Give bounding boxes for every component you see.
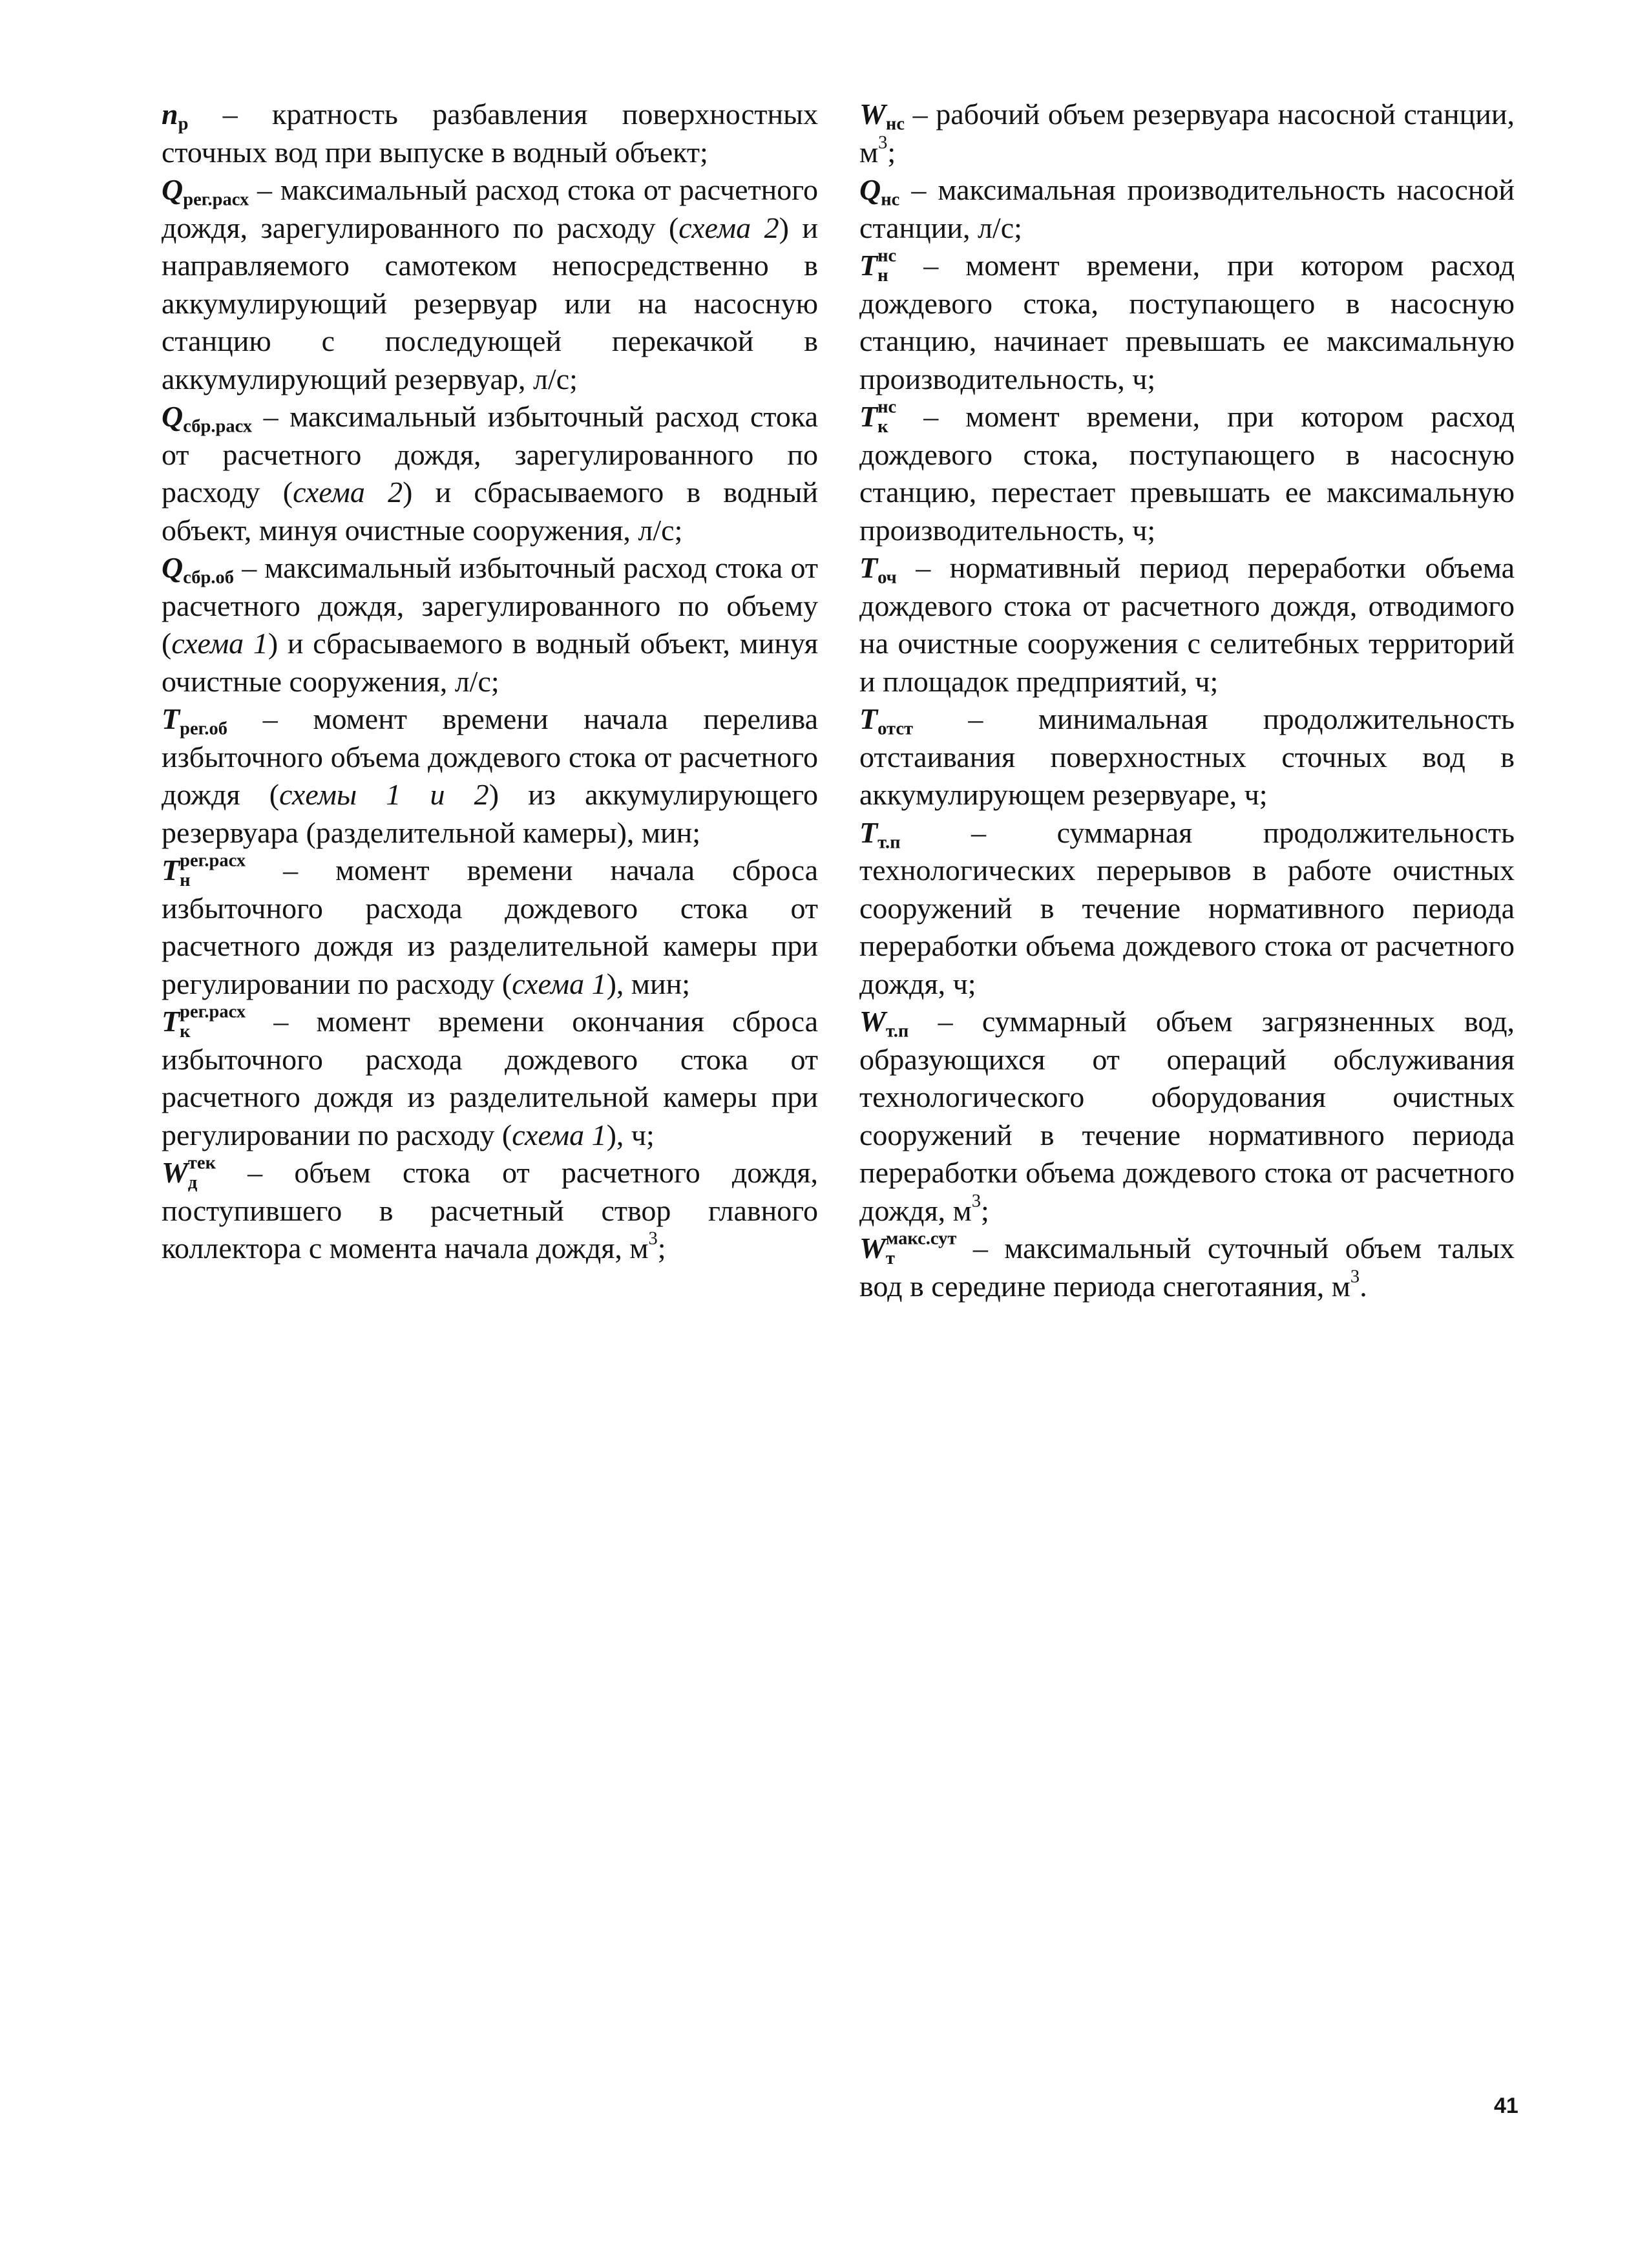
symbol <box>859 246 897 286</box>
definition-text: максимальный суточный объем талых вод в середине периода снеготаяния, м <box>859 1232 1515 1303</box>
definition-text: момент времени, при котором расход дождевого стока, поступающего в насосную станцию, перестает превышать ее максимальную производительность, ч; <box>859 400 1515 547</box>
symbol-letter: W <box>162 1156 188 1189</box>
definition-text: ) и сбрасываемого в водный объект, минуя очистные сооружения, л/с; <box>162 476 819 547</box>
definition-entry <box>859 398 1515 549</box>
definition-entry <box>162 1154 818 1268</box>
symbol-superscript: макс.сут <box>885 1228 957 1249</box>
symbol-letter: W <box>859 98 886 131</box>
definition-entry <box>859 96 1515 171</box>
scheme-reference: схема 2 <box>678 211 779 244</box>
definition-dash: – <box>913 702 1038 735</box>
definition-dash: – <box>899 173 938 206</box>
symbol-superscript: тек <box>187 1153 216 1173</box>
symbol-subscript: к <box>180 1021 191 1042</box>
left-column <box>162 96 818 1268</box>
definition-text: ) и направляемого самотеком непосредственно в аккумулирующий резервуар или на насосную станцию с последующей перекачкой в аккумулирующий резервуар, л/с; <box>162 211 818 395</box>
unit-exponent: 3 <box>878 132 888 153</box>
definition-text: кратность разбавления поверхностных сточных вод при выпуске в водный объект; <box>162 98 818 169</box>
symbol-letter: T <box>859 249 878 282</box>
definition-text: максимальный избыточный расход стока от расчетного дождя, зарегулированного по объему ( <box>162 551 818 660</box>
definition-entry <box>859 814 1515 1003</box>
symbol <box>859 1005 909 1042</box>
scheme-reference: схемы 1 и 2 <box>279 778 489 811</box>
definition-entry <box>162 171 818 398</box>
definition-text: суммарный объем загрязненных вод, образующихся от операций обслуживания технологического оборудования очистных сооружений в течение нормативного периода переработки объема дождевого стока от расчетного дождя, м <box>859 1005 1515 1227</box>
symbol <box>162 1002 246 1042</box>
symbol <box>162 702 228 739</box>
definition-entry <box>162 96 818 171</box>
symbol-subscript: сбр.об <box>183 567 235 588</box>
definition-entry <box>162 398 818 549</box>
symbol-superscript: рег.расх <box>180 1002 246 1022</box>
definition-dash: – <box>188 98 272 131</box>
symbol <box>859 98 905 134</box>
symbol-subscript: д <box>187 1172 198 1193</box>
symbol-letter: Q <box>162 400 184 433</box>
symbol-letter: n <box>162 98 178 131</box>
definition-text: момент времени, при котором расход дождевого стока, поступающего в насосную станцию, начинает превышать ее максимальную производительность, ч; <box>859 249 1515 395</box>
symbol <box>859 397 897 437</box>
symbol-subscript: н <box>180 870 191 890</box>
definition-text: момент времени начала перелива избыточного объема дождевого стока от расчетного дождя ( <box>162 702 819 811</box>
definition-text: . <box>1360 1269 1367 1303</box>
symbol-subscript: нс <box>885 114 905 134</box>
symbol-letter: T <box>162 702 180 735</box>
symbol <box>162 551 235 588</box>
definition-text: объем стока от расчетного дождя, поступившего в расчетный створ главного коллектора с момента начала дождя, м <box>162 1156 818 1265</box>
symbol-letter: T <box>859 815 878 849</box>
definition-dash: – <box>227 702 313 735</box>
symbol-letter: W <box>859 1232 886 1265</box>
symbol-letter: T <box>162 854 180 887</box>
definition-dash: – <box>216 1156 295 1189</box>
scheme-reference: схема 1 <box>512 967 607 1000</box>
symbol <box>859 702 914 739</box>
symbol-subscript: р <box>178 114 189 134</box>
definition-entry <box>859 1003 1515 1230</box>
scheme-reference: схема 2 <box>293 476 403 509</box>
symbol-subscript: оч <box>877 567 897 588</box>
definition-text: максимальная производительность насосной станции, л/с; <box>859 173 1515 244</box>
symbol-letter: T <box>162 1005 180 1038</box>
symbol-subscript: т <box>885 1248 895 1268</box>
definition-text: ; <box>657 1232 666 1265</box>
unit-exponent: 3 <box>971 1191 981 1212</box>
definition-entry <box>162 852 818 1003</box>
definition-dash: – <box>252 400 290 433</box>
symbol-letter: W <box>859 1005 886 1038</box>
symbol-subscript: нс <box>881 189 900 210</box>
definition-dash: – <box>905 98 936 131</box>
definition-dash: – <box>956 1232 1005 1265</box>
page-number: 41 <box>1494 2094 1518 2118</box>
symbol-subscript: отст <box>877 719 914 739</box>
definition-entry <box>162 700 818 852</box>
definition-dash: – <box>896 249 966 282</box>
symbol <box>162 400 253 437</box>
definition-entry <box>162 549 818 700</box>
symbol-letter: T <box>859 551 878 584</box>
definition-entry <box>859 1230 1515 1305</box>
definition-text: максимальный расход стока от расчетного дождя, зарегулированного по расходу ( <box>162 173 818 244</box>
symbol-letter: T <box>859 702 878 735</box>
definition-text: нормативный период переработки объема дождевого стока от расчетного дождя, отводимого на очистные сооружения с селитебных территорий и площадок предприятий, ч; <box>859 551 1515 698</box>
symbol-superscript: рег.расх <box>180 850 246 871</box>
definition-text: ) из аккумулирующего резервуара (разделительной камеры), мин; <box>162 778 818 849</box>
symbol <box>162 1153 216 1193</box>
symbol <box>162 173 249 210</box>
definition-dash: – <box>896 400 966 433</box>
definition-dash: – <box>900 815 1057 849</box>
definition-text: суммарная продолжительность технологических перерывов в работе очистных сооружений в течение нормативного периода переработки объема дождевого стока от расчетного дождя, ч; <box>859 815 1515 1000</box>
symbol-subscript: сбр.расх <box>183 416 253 437</box>
symbol-superscript: нс <box>877 397 897 417</box>
symbol <box>859 1228 957 1268</box>
symbol <box>859 551 897 588</box>
symbol-subscript: к <box>877 416 888 437</box>
symbol-subscript: рег.расх <box>183 189 249 210</box>
scheme-reference: схема 1 <box>171 627 268 660</box>
symbol <box>162 98 189 134</box>
definition-entry <box>859 171 1515 247</box>
definition-text: момент времени начала сброса избыточного расхода дождевого стока от расчетного дождя из разделительной камеры при регулировании по расходу ( <box>162 854 819 1000</box>
definition-entry <box>162 1003 818 1154</box>
scheme-reference: схема 1 <box>512 1118 607 1151</box>
symbol <box>162 850 246 890</box>
definition-text: ; <box>887 135 896 169</box>
definition-text: минимальная продолжительность отстаивания поверхностных сточных вод в аккумулирующем резервуаре, ч; <box>859 702 1515 811</box>
definition-entry <box>859 549 1515 700</box>
definition-text: рабочий объем резервуара насосной станции, м <box>859 98 1515 169</box>
definition-dash: – <box>249 173 280 206</box>
symbol <box>859 815 901 853</box>
definition-dash: – <box>896 551 950 584</box>
symbol-letter: Q <box>162 551 184 584</box>
unit-exponent: 3 <box>1350 1266 1360 1287</box>
definition-text: ), мин; <box>606 967 691 1000</box>
definition-dash: – <box>246 854 336 887</box>
definition-text: ) и сбрасываемого в водный объект, минуя очистные сооружения, л/с; <box>162 627 818 698</box>
symbol-superscript: нс <box>877 246 897 266</box>
symbol-subscript: т.п <box>885 1021 909 1042</box>
symbol-letter: Q <box>859 173 881 206</box>
symbol-subscript: рег.об <box>180 719 228 739</box>
symbol <box>859 173 900 210</box>
unit-exponent: 3 <box>648 1228 658 1249</box>
symbol-subscript: н <box>877 265 888 286</box>
definition-text: ), ч; <box>606 1118 655 1151</box>
definition-dash: – <box>909 1005 982 1038</box>
symbol-letter: Q <box>162 173 184 206</box>
symbol-subscript: т.п <box>877 832 901 853</box>
definition-text: момент времени окончания сброса избыточного расхода дождевого стока от расчетного дождя из разделительной камеры при регулировании по расходу ( <box>162 1005 819 1151</box>
definition-entry <box>859 700 1515 814</box>
right-column <box>859 96 1515 1305</box>
definition-dash: – <box>234 551 265 584</box>
symbol-letter: T <box>859 400 878 433</box>
definition-text: максимальный избыточный расход стока от расчетного дождя, зарегулированного по расходу ( <box>162 400 818 509</box>
definition-entry <box>859 247 1515 398</box>
definition-dash: – <box>246 1005 317 1038</box>
definition-text: ; <box>980 1193 989 1227</box>
